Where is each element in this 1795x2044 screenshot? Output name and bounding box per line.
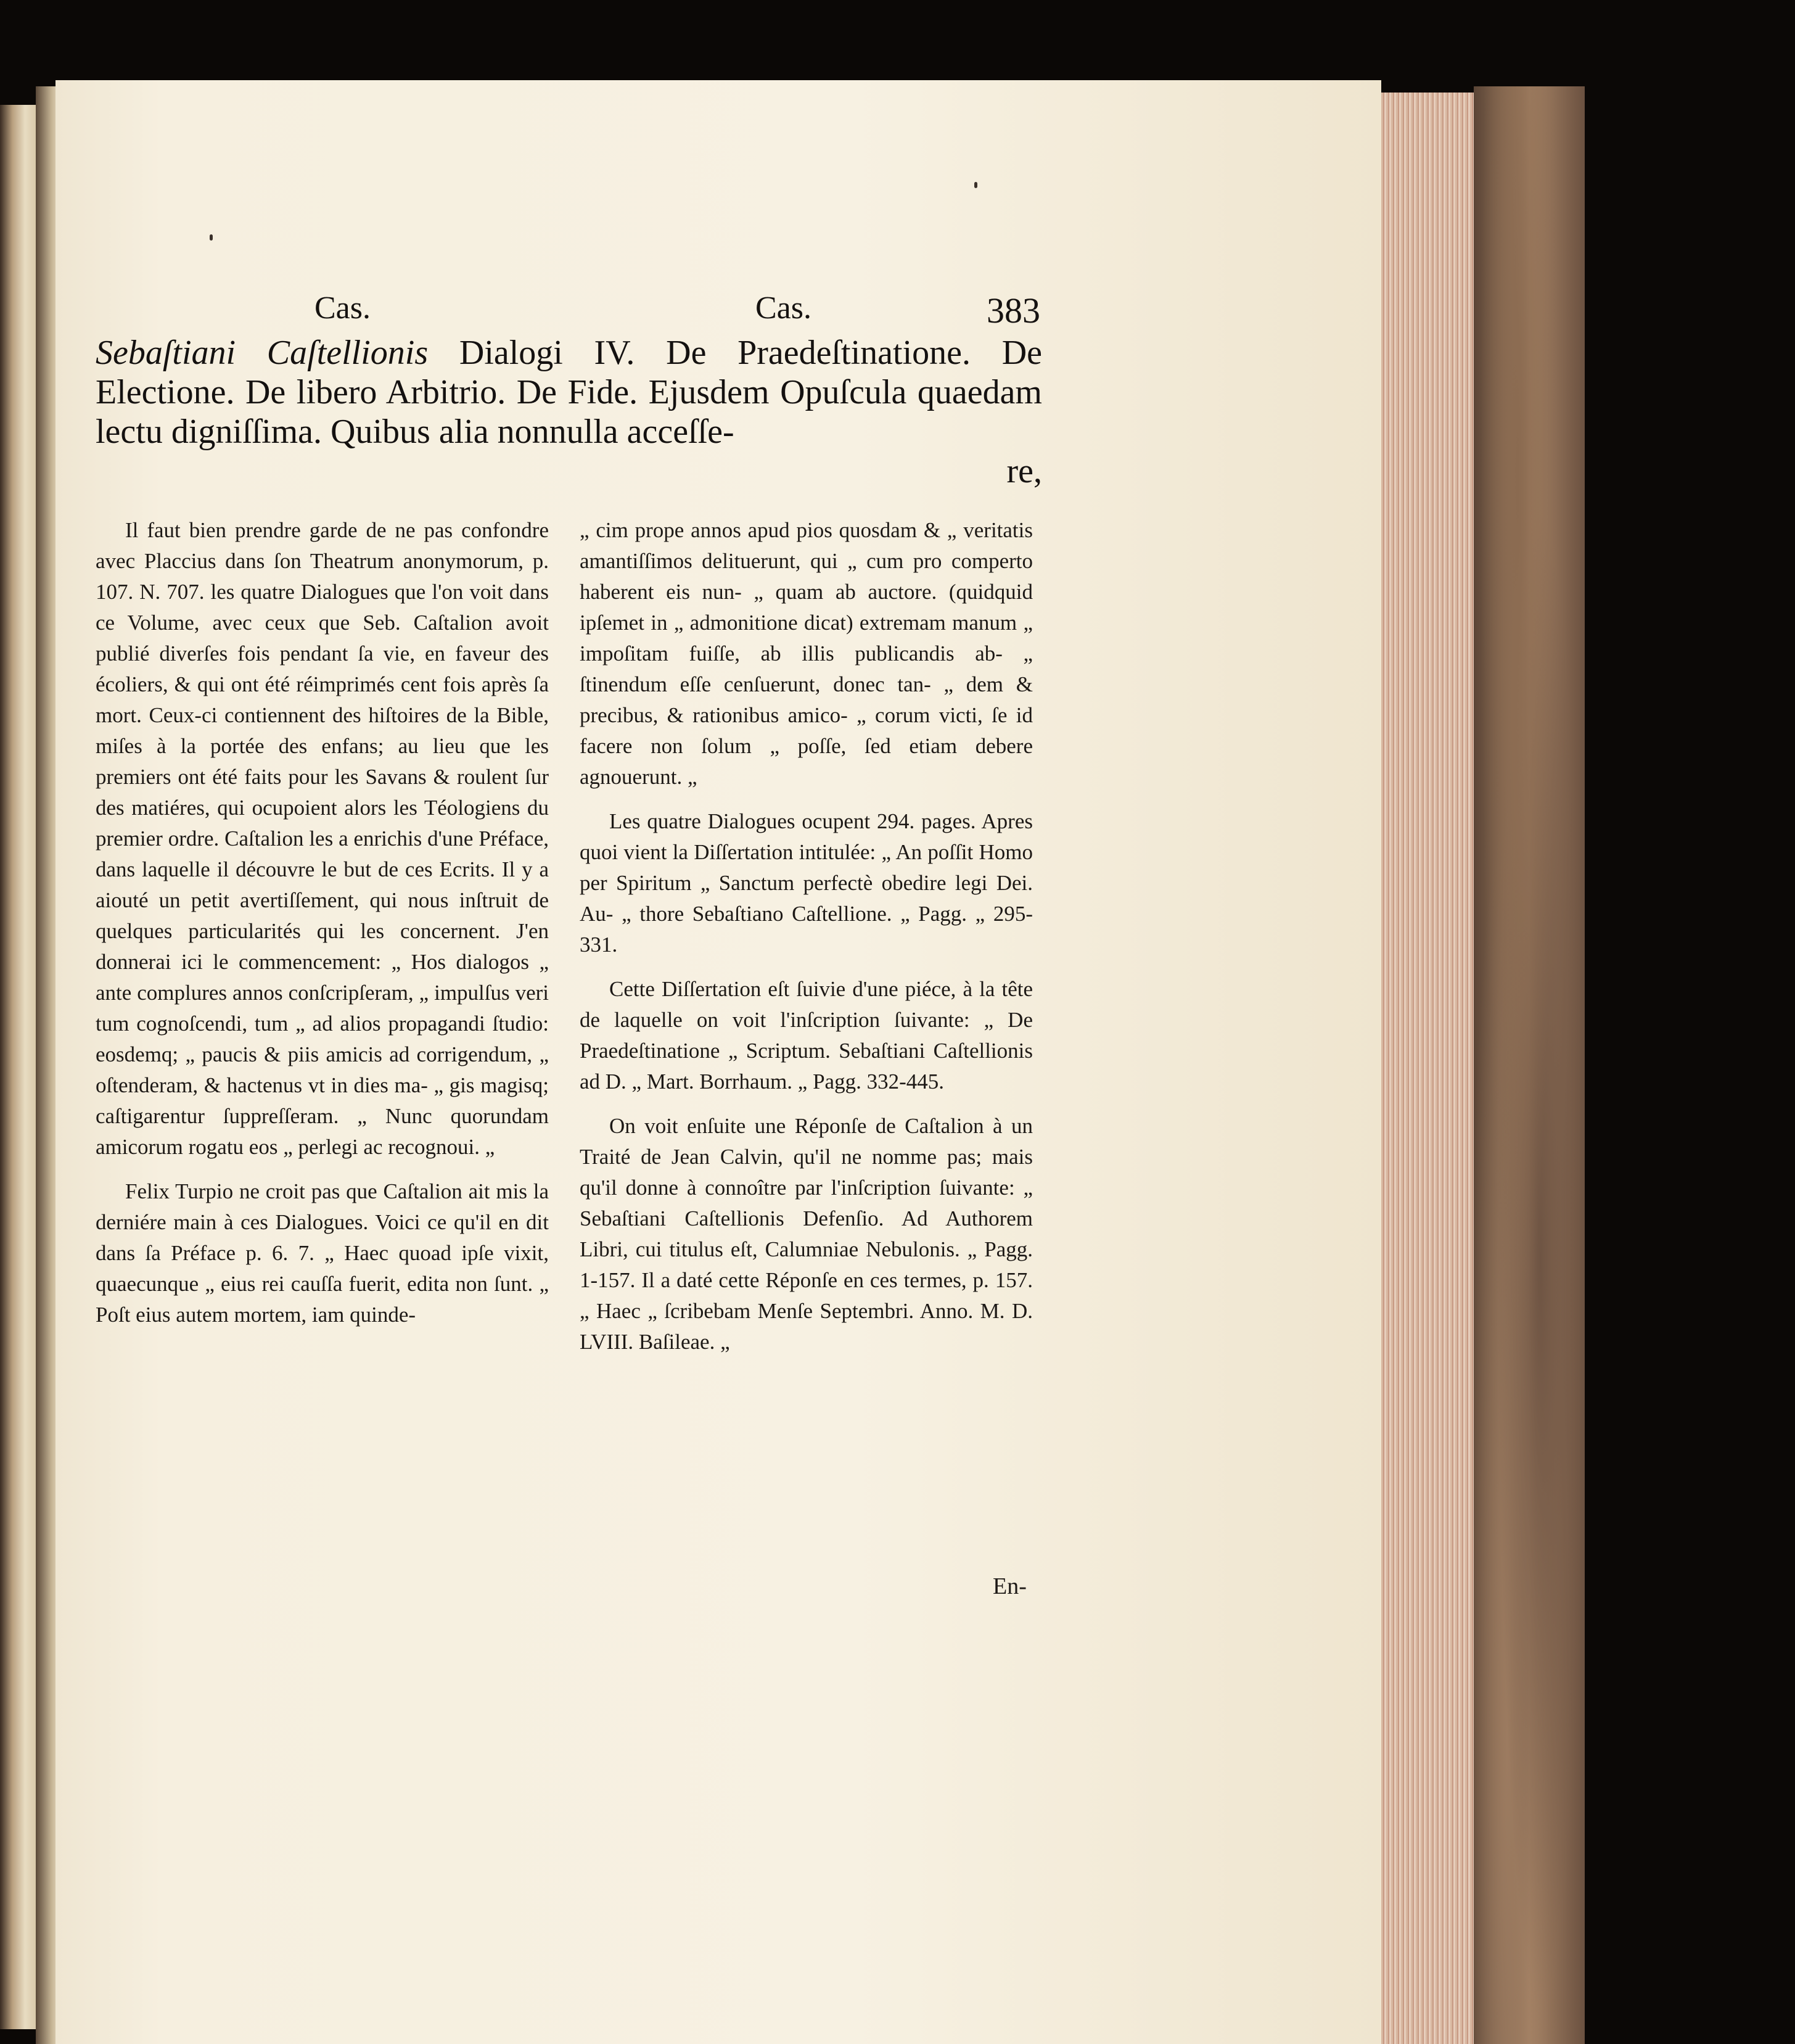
entry-title <box>96 333 1042 491</box>
right-paragraph-1: „ cim prope annos apud pios quosdam & „ veritatis amantiſſimos delituerunt, qui „ cum pro comperto haberent eis nun- „ quam ab auctore. (quidquid ipſemet in „ admonitione dicat) extremam manum „ impoſitam fuiſſe, ab illis publicandis ab- „ ſtinendum eſſe cenſuerunt, donec tan- „ dem & precibus, & rationibus amico- „ corum victi, ſe id facere non ſolum „ poſſe, ſed etiam debere agnouerunt. „ <box>580 518 1033 789</box>
page-number: 383 <box>987 291 1040 331</box>
left-paragraph-2: Felix Turpio ne croit pas que Caſtalion ait mis la derniére main à ces Dialogues. Voici ce qu'il en dit dans ſa Préface p. 6. 7. „ Haec quoad ipſe vixit, quaecunque „ eius rei cauſſa fuerit, edita non ſunt. „ Poſt eius autem mortem, iam quinde- <box>96 1179 549 1327</box>
left-paragraph-1: Il faut bien prendre garde de ne pas confondre avec Placcius dans ſon Theatrum anonymorum, p. 107. N. 707. les quatre Dialogues que l'on voit dans ce Volume, avec ceux que Seb. Caſtalion avoit publié diverſes fois pendant ſa vie, en faveur des écoliers, & qui ont été réimprimés cent fois après ſa mort. Ceux-ci contiennent des hiſtoires de la Bible, miſes à la portée des enfans; au lieu que les premiers ont été faits pour les Savans & roulent ſur des matiéres, qui ocupoient alors les Téologiens du premier ordre. Caſtalion les a enrichis d'une Préface, dans laquelle il découvre le but de ces Ecrits. Il y a aiouté un petit avertiſſement, qui nous inſtruit de quelques particularités qui les concernent. J'en donnerai ici le commencement: „ Hos dialogos „ ante complures annos conſcripſeram, „ impulſus veri tum cognoſcendi, tum „ ad alios propagandi ſtudio: eosdemq; „ paucis & piis amicis ad corrigendum, „ oſtenderam, & hactenus vt in dies ma- „ gis magisq; caſtigarentur ſuppreſſeram. „ Nunc quorundam amicorum rogatu eos „ perlegi ac recognoui. „ <box>96 518 549 1159</box>
right-paragraph-3: Cette Diſſertation eſt ſuivie d'une piéce, à la tête de laquelle on voit l'inſcription ſuivante: „ De Praedeſtinatione „ Scriptum. Sebaſtiani Caſtellionis ad D. „ Mart. Borrhaum. „ Pagg. 332-445. <box>580 977 1033 1094</box>
ink-speck <box>210 234 213 241</box>
left-page-edge <box>0 105 36 2029</box>
title-text: Dialogi IV. De Praedeſtinatione. De Electione. De libero Arbitrio. De Fide. Ejusdem Opuſcula quaedam lectu digniſſima. Quibus alia nonnulla acceſſe- <box>96 334 1042 451</box>
title-author: Sebaſtiani Caſtellionis <box>96 334 429 372</box>
page-fore-edge <box>1381 93 1474 2044</box>
left-column <box>96 515 549 1344</box>
right-column <box>580 515 1033 1371</box>
running-header-left: Cas. <box>314 291 371 326</box>
right-paragraph-4: On voit enſuite une Réponſe de Caſtalion à un Traité de Jean Calvin, qu'il ne nomme pas; mais qu'il donne à connoître par l'inſcription ſuivante: „ Sebaſtiani Caſtellionis Defenſio. Ad Authorem Libri, cui titulus eſt, Calumniae Nebulonis. „ Pagg. 1-157. Il a daté cette Réponſe en ces termes, p. 157. „ Haec „ ſcribebam Menſe Septembri. Anno. M. D. LVIII. Baſileae. „ <box>580 1114 1033 1354</box>
running-header-center: Cas. <box>755 291 811 326</box>
ink-speck <box>974 182 977 188</box>
right-paragraph-2: Les quatre Dialogues ocupent 294. pages. Apres quoi vient la Diſſertation intitulée: „ An poſſit Homo per Spiritum „ Sanctum perfectè obedire legi Dei. Au- „ thore Sebaſtiano Caſtellione. „ Pagg. „ 295-331. <box>580 809 1033 957</box>
catchword: En- <box>993 1573 1027 1599</box>
title-tail: re, <box>1006 452 1042 490</box>
marbled-cover <box>1474 86 1585 2044</box>
